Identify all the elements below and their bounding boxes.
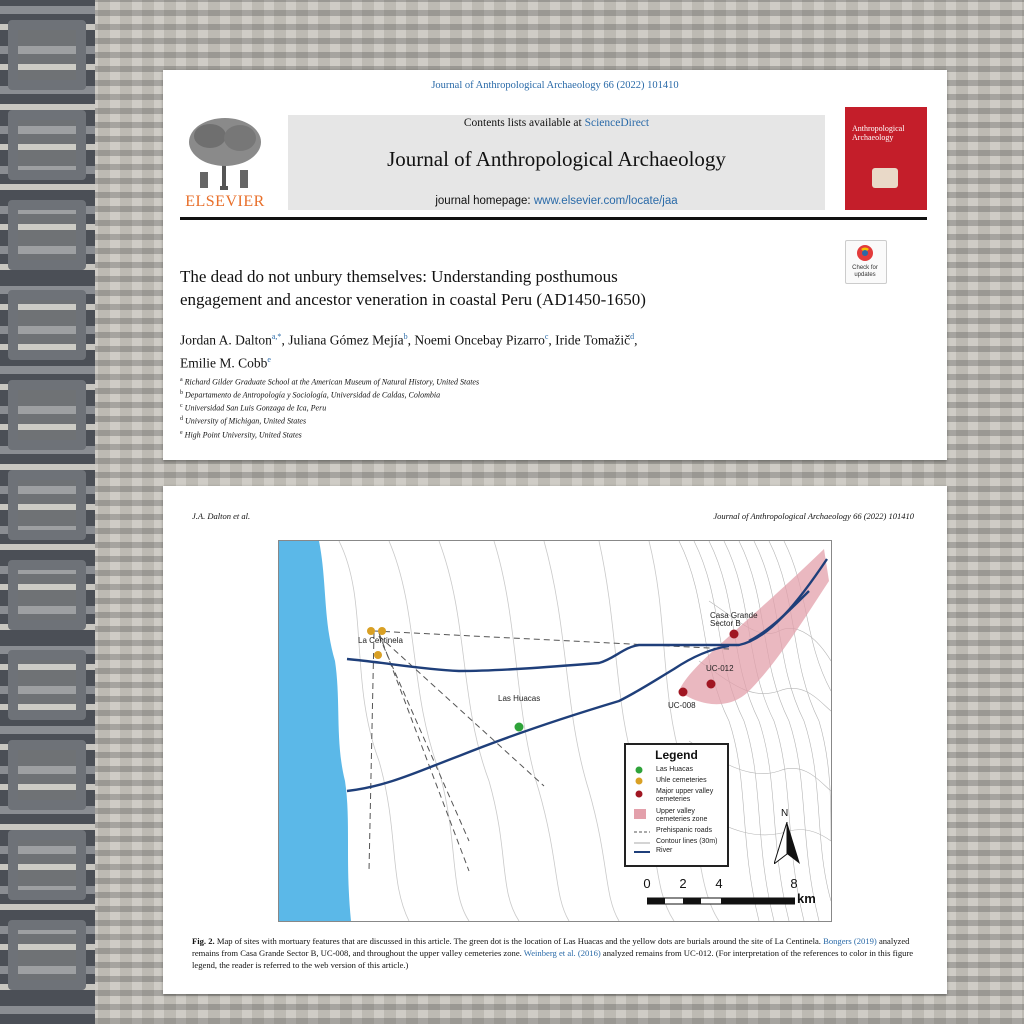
map-label-uc008: UC-008 <box>668 701 696 710</box>
scale-tick-8: 8 <box>790 876 798 891</box>
legend-item-contours: Contour lines (30m) <box>656 838 718 845</box>
legend-swatch-green <box>634 765 644 775</box>
article-title <box>180 265 830 311</box>
elsevier-wordmark: ELSEVIER <box>185 193 265 210</box>
legend-swatch-contours <box>634 840 650 846</box>
legend-item-major-cemeteries: Major upper valley cemeteries <box>656 788 714 803</box>
las-huacas-dot[interactable] <box>515 723 524 732</box>
affiliation-item <box>180 428 780 441</box>
affiliations <box>180 375 780 441</box>
map-label-la-centinela: La Centinela <box>358 636 403 645</box>
scale-tick-4: 4 <box>715 876 723 891</box>
north-label: N <box>781 808 789 819</box>
cover-title: Anthropological Archaeology <box>852 124 905 142</box>
homepage-line <box>288 195 825 207</box>
ocean <box>279 541 351 921</box>
author-affil-ref[interactable]: e <box>267 354 271 364</box>
author-name[interactable]: Jordan A. Dalton <box>180 332 272 348</box>
author-list <box>180 327 840 372</box>
band-glyph <box>8 380 86 450</box>
affiliation-marker: d <box>180 416 183 423</box>
affiliation-text: Universidad San Luis Gonzaga de Ica, Peru <box>184 403 327 413</box>
legend-title: Legend <box>655 748 698 762</box>
running-head-right: Journal of Anthropological Archaeology 66 (2022) 101410 <box>713 511 914 521</box>
caption-ref-weinberg[interactable]: Weinberg et al. (2016) <box>523 948 601 958</box>
affiliation-text: University of Michigan, United States <box>185 417 307 427</box>
band-glyph <box>8 470 86 540</box>
author-name[interactable]: Noemi Oncebay Pizarro <box>414 332 545 348</box>
legend-item-uhle: Uhle cemeteries <box>656 777 707 784</box>
site-map <box>278 540 832 922</box>
affiliation-item <box>180 388 780 401</box>
affiliation-item <box>180 414 780 427</box>
band-glyph <box>8 110 86 180</box>
author-sep: , <box>281 332 289 348</box>
band-glyph <box>8 200 86 270</box>
author-affil-ref[interactable]: b <box>403 332 408 341</box>
legend-item-river: River <box>656 847 673 854</box>
legend-item-roads: Prehispanic roads <box>656 827 713 834</box>
author-sep: , <box>407 332 415 348</box>
author-name[interactable]: Juliana Gómez Mejía <box>288 332 404 348</box>
uhle-cemetery-dot[interactable] <box>374 651 382 659</box>
author-affil-ref[interactable]: a,* <box>271 332 282 341</box>
map-label-line: Sector B <box>710 619 741 628</box>
journal-title: Journal of Anthropological Archaeology <box>387 147 726 171</box>
scale-unit: km <box>797 891 816 906</box>
affiliation-marker: c <box>180 403 183 410</box>
affiliation-item <box>180 401 780 414</box>
affiliation-text: Richard Gilder Graduate School at the American Museum of Natural History, United States <box>184 377 480 387</box>
author-name[interactable]: Emilie M. Cobb <box>180 355 268 370</box>
author-name[interactable]: Iride Tomažič <box>555 332 631 348</box>
sciencedirect-link[interactable]: ScienceDirect <box>584 117 650 129</box>
map-legend <box>624 743 729 867</box>
uc-008-dot[interactable] <box>679 688 688 697</box>
author-affil-ref[interactable]: d <box>630 332 635 341</box>
map-label-casa-grande <box>710 612 758 628</box>
band-glyph <box>8 920 86 990</box>
map-sites <box>367 627 739 732</box>
check-updates-label: Check for updates <box>852 265 878 278</box>
homepage-link[interactable]: www.elsevier.com/locate/jaa <box>533 195 678 207</box>
band-glyph <box>8 740 86 810</box>
figure-caption <box>192 935 916 971</box>
author-sep: , <box>548 332 556 348</box>
cover-image <box>872 168 898 188</box>
scale-tick-0: 0 <box>643 876 651 891</box>
map-graphic <box>279 541 831 921</box>
band-glyph <box>8 290 86 360</box>
article-title-line: The dead do not unbury themselves: Understanding posthumous <box>180 267 618 286</box>
running-head-left: J.A. Dalton et al. <box>192 511 251 521</box>
affiliation-text: Departamento de Antropología y Sociología, Universidad de Caldas, Colombia <box>185 390 441 400</box>
caption-text: Map of sites with mortuary features that are discussed in this article. The green dot is the location of Las Huacas and the yellow dots are burials around the site of La Centinela. <box>216 936 824 946</box>
scale-tick-2: 2 <box>679 876 687 891</box>
band-glyph <box>8 20 86 90</box>
legend-swatch-zone <box>634 809 646 819</box>
uhle-cemetery-dot[interactable] <box>378 627 386 635</box>
affiliation-item <box>180 375 780 388</box>
header-rule <box>180 217 927 220</box>
article-title-line: engagement and ancestor veneration in coastal Peru (AD1450-1650) <box>180 290 646 309</box>
scale-bar <box>647 896 795 906</box>
uc-012-dot[interactable] <box>707 680 716 689</box>
north-arrow-icon <box>774 822 800 864</box>
homepage-prefix: journal homepage: <box>435 195 534 207</box>
legend-swatch-red <box>634 789 644 799</box>
band-glyph <box>8 560 86 630</box>
band-glyph <box>8 830 86 900</box>
casa-grande-dot[interactable] <box>730 630 739 639</box>
band-glyph <box>8 650 86 720</box>
contents-line <box>288 117 825 129</box>
author-affil-ref[interactable]: c <box>544 332 549 341</box>
caption-ref-bongers[interactable]: Bongers (2019) <box>823 936 877 946</box>
affiliation-marker: a <box>180 377 183 383</box>
legend-item-las-huacas: Las Huacas <box>656 766 693 773</box>
check-updates-icon <box>856 244 874 262</box>
map-label-line: Casa Grande <box>710 611 758 620</box>
map-label-uc012: UC-012 <box>706 664 734 673</box>
caption-text: analyzed remains from UC-012. (For interpretation of the references to color in this figure legend, the reader is referred to the web version of this article.) <box>192 948 914 970</box>
affiliation-marker: b <box>180 390 183 397</box>
caption-label: Fig. 2. <box>192 936 215 946</box>
contents-prefix: Contents lists available at <box>463 117 585 129</box>
affiliation-marker: e <box>180 429 183 436</box>
map-label-las-huacas: Las Huacas <box>498 694 541 703</box>
caption-text: analyzed remains from Casa Grande Sector B, UC-008, and throughout the upper valley cemeteries zone. <box>192 936 910 958</box>
legend-swatch-roads <box>634 829 650 835</box>
decorative-side-band <box>0 0 95 1024</box>
author-sep: , <box>634 332 638 348</box>
affiliation-text: High Point University, United States <box>184 430 302 440</box>
journal-cover[interactable] <box>845 107 927 210</box>
legend-item-zone: Upper valley cemeteries zone <box>656 808 708 823</box>
uhle-cemetery-dot[interactable] <box>367 627 375 635</box>
journal-reference[interactable]: Journal of Anthropological Archaeology 66 (2022) 101410 <box>431 80 679 91</box>
legend-swatch-yellow <box>634 776 644 786</box>
legend-swatch-river <box>634 849 650 855</box>
